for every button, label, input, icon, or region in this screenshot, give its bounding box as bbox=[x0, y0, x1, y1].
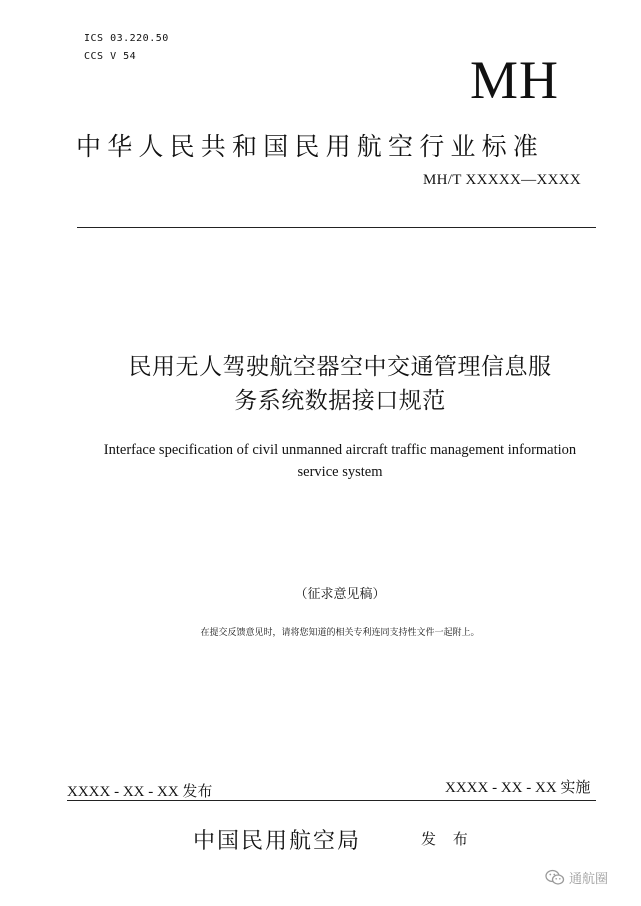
draft-label: （征求意见稿） bbox=[294, 587, 386, 602]
document-title-cn-line1: 民用无人驾驶航空器空中交通管理信息服 bbox=[128, 354, 552, 380]
document-title-en-line2: service system bbox=[297, 464, 383, 480]
feedback-note: 在提交反馈意见时，请将您知道的相关专利连同支持性文件一起附上。 bbox=[200, 628, 480, 638]
mh-logo: MH bbox=[470, 50, 560, 110]
document-title-en-line1: Interface specification of civil unmanned aircraft traffic management information bbox=[103, 442, 577, 458]
standard-category-title: 中华人民共和国民用航空行业标准 bbox=[76, 132, 545, 161]
document-title-cn-line2: 务系统数据接口规范 bbox=[234, 388, 446, 414]
header-divider bbox=[77, 227, 596, 228]
footer-divider bbox=[67, 800, 596, 801]
watermark-text: 通航圈 bbox=[569, 872, 609, 887]
implement-date: XXXX - XX - XX 实施 bbox=[445, 780, 591, 796]
wechat-icon bbox=[545, 869, 565, 886]
ccs-code: CCS V 54 bbox=[84, 51, 137, 62]
watermark bbox=[545, 868, 608, 887]
issuer-name: 中国民用航空局 bbox=[193, 829, 362, 854]
ics-code: ICS 03.220.50 bbox=[84, 33, 169, 44]
publish-date: XXXX - XX - XX 发布 bbox=[67, 784, 213, 800]
standard-number: MH/T XXXXX—XXXX bbox=[423, 172, 581, 188]
issuer-action: 发 布 bbox=[421, 830, 474, 848]
